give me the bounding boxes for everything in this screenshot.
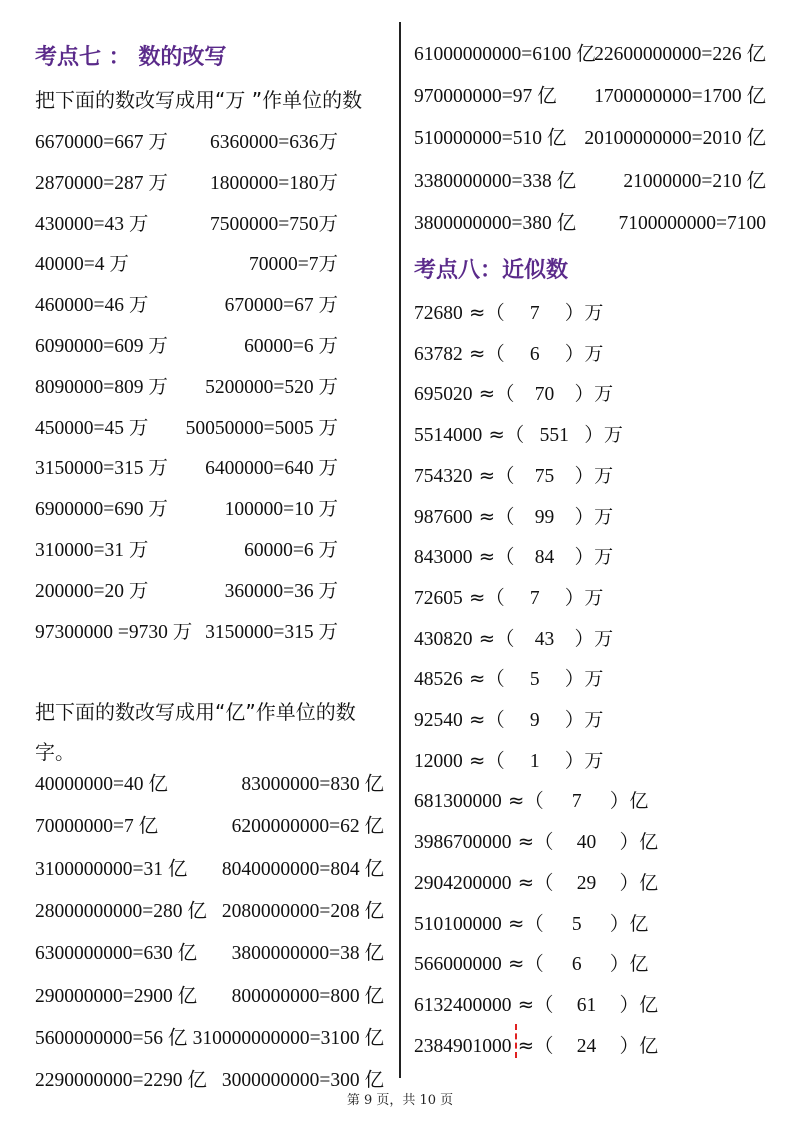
- equation-right: 310000000000=3100 亿: [192, 1027, 384, 1049]
- equation-row: [0, 618, 398, 648]
- equation-right: 7500000=750万: [210, 213, 338, 235]
- approx-row: [414, 664, 794, 694]
- approx-symbol: ≈（: [462, 341, 505, 365]
- approx-symbol: ≈（: [472, 382, 515, 406]
- equation-right: 3150000=315 万: [205, 621, 338, 643]
- approx-answer: 6: [571, 954, 582, 976]
- approx-unit: 亿: [639, 993, 659, 1016]
- approx-unit: 万: [594, 383, 614, 406]
- equation-right: 6360000=636万: [210, 132, 338, 153]
- equation-row: [0, 812, 398, 842]
- approx-unit: 万: [584, 586, 604, 609]
- equation-row: [0, 332, 398, 362]
- equation-left: 5600000000=56 亿: [35, 1027, 188, 1049]
- approx-symbol: ≈（: [482, 423, 525, 447]
- approx-number: 92540: [414, 710, 463, 731]
- equation-row: [0, 855, 398, 885]
- equation-right: 1700000000=1700 亿: [594, 86, 766, 108]
- approx-symbol: ≈（: [511, 1033, 554, 1057]
- equation-row: [405, 82, 800, 112]
- approx-unit: 万: [584, 668, 604, 691]
- equation-row: [0, 291, 398, 321]
- page-footer: 第 9 页，共 10 页: [346, 1093, 454, 1108]
- equation-left: 70000000=7 亿: [35, 816, 159, 838]
- approx-number: 2384901000: [414, 1035, 512, 1057]
- approx-number: 2904200000: [414, 872, 512, 894]
- approx-row: [414, 339, 794, 369]
- close-paren: ）: [609, 952, 630, 976]
- approx-row: [414, 909, 794, 939]
- equation-right: 100000=10 万: [224, 499, 338, 521]
- approx-symbol: ≈（: [472, 463, 515, 487]
- approx-symbol: ≈（: [501, 911, 544, 935]
- equation-left: 28000000000=280 亿: [35, 900, 207, 922]
- equation-row: [405, 124, 800, 154]
- approx-answer: 6: [529, 343, 540, 365]
- equation-left: 2870000=287 万: [35, 172, 168, 194]
- equation-left: 430000=43 万: [35, 213, 149, 235]
- approx-symbol: ≈（: [472, 504, 515, 528]
- approx-row: [414, 1031, 794, 1061]
- equation-right: 7100000000=7100: [618, 212, 766, 234]
- approx-symbol: ≈（: [462, 585, 505, 609]
- approx-unit: 万: [584, 709, 604, 731]
- approx-row: [414, 379, 794, 409]
- section-title-approx: 考点八：近似数: [414, 258, 569, 283]
- approx-row: [414, 502, 794, 532]
- equation-row: [405, 209, 800, 239]
- approx-symbol: ≈（: [511, 870, 554, 894]
- equation-row: [0, 939, 398, 969]
- equation-row: [0, 210, 398, 240]
- approx-symbol: ≈（: [511, 992, 554, 1016]
- equation-left: 3100000000=31 亿: [35, 858, 188, 880]
- approx-symbol: ≈（: [501, 789, 544, 813]
- approx-answer: 9: [529, 710, 540, 731]
- approx-number: 5514000: [414, 425, 483, 447]
- approx-number: 3986700000: [414, 832, 512, 854]
- equation-left: 970000000=97 亿: [414, 86, 557, 108]
- equation-right: 50050000=5005 万: [185, 417, 338, 439]
- approx-row: [414, 827, 794, 857]
- approx-symbol: ≈（: [472, 626, 515, 650]
- approx-row: [414, 786, 794, 816]
- approx-number: 843000: [414, 547, 473, 569]
- instruction-yi-line1: 把下面的数改写成用“亿”作单位的数: [35, 700, 356, 724]
- approx-number: 430820: [414, 628, 473, 650]
- equation-left: 6090000=609 万: [35, 336, 168, 357]
- approx-row: [414, 949, 794, 979]
- approx-row: [414, 461, 794, 491]
- equation-right: 60000=6 万: [244, 336, 338, 357]
- approx-symbol: ≈（: [462, 301, 505, 324]
- equation-right: 6200000000=62 亿: [231, 816, 384, 838]
- equation-row: [0, 982, 398, 1012]
- equation-right: 60000=6 万: [244, 540, 338, 561]
- equation-right: 21000000=210 亿: [623, 170, 766, 192]
- approx-unit: 万: [584, 302, 604, 324]
- close-paren: ）: [619, 870, 640, 894]
- approx-answer: 61: [576, 994, 597, 1016]
- equation-row: [0, 1024, 398, 1054]
- approx-row: [414, 542, 794, 572]
- approx-answer: 5: [529, 669, 540, 691]
- equation-left: 510000000=510 亿: [414, 128, 567, 150]
- approx-number: 566000000: [414, 954, 502, 976]
- equation-left: 3150000=315 万: [35, 458, 168, 480]
- close-paren: ）: [564, 585, 585, 609]
- approx-row: [414, 990, 794, 1020]
- approx-row: [414, 746, 794, 776]
- equation-left: 6670000=667 万: [35, 132, 168, 153]
- approx-unit: 亿: [629, 953, 649, 976]
- close-paren: ）: [619, 830, 640, 854]
- approx-symbol: ≈（: [511, 830, 554, 854]
- equation-row: [0, 414, 398, 444]
- equation-left: 2290000000=2290 亿: [35, 1070, 207, 1092]
- equation-row: [0, 128, 398, 158]
- close-paren: ）: [564, 748, 585, 772]
- approx-symbol: ≈（: [462, 708, 505, 731]
- equation-left: 3800000000=380 亿: [414, 212, 577, 234]
- approx-number: 987600: [414, 506, 473, 528]
- equation-row: [0, 250, 398, 280]
- equation-row: [0, 770, 398, 800]
- equation-left: 97300000 =9730 万: [35, 621, 193, 643]
- equation-row: [0, 454, 398, 484]
- approx-symbol: ≈（: [462, 667, 505, 691]
- approx-answer: 99: [534, 506, 555, 528]
- close-paren: ）: [574, 463, 595, 487]
- column-divider: [399, 22, 401, 1078]
- approx-row: [414, 298, 794, 328]
- approx-answer: 70: [534, 384, 555, 406]
- equation-right: 670000=67 万: [224, 295, 338, 317]
- approx-symbol: ≈（: [462, 748, 505, 772]
- approx-answer: 7: [529, 303, 540, 324]
- approx-unit: 亿: [639, 1034, 659, 1057]
- equation-right: 83000000=830 亿: [241, 774, 384, 795]
- approx-unit: 万: [584, 749, 604, 772]
- equation-row: [0, 373, 398, 403]
- approx-row: [414, 868, 794, 898]
- approx-number: 6132400000: [414, 994, 512, 1016]
- equation-left: 290000000=2900 亿: [35, 985, 198, 1007]
- approx-unit: 亿: [629, 912, 649, 935]
- approx-answer: 7: [571, 791, 582, 813]
- equation-right: 3000000000=300 亿: [221, 1070, 384, 1092]
- approx-answer: 5: [571, 913, 582, 935]
- close-paren: ）: [574, 545, 595, 569]
- approx-unit: 万: [594, 546, 614, 569]
- approx-answer: 75: [534, 465, 555, 487]
- close-paren: ）: [574, 504, 595, 528]
- approx-answer: 1: [529, 750, 540, 772]
- equation-left: 40000000=40 亿: [35, 774, 168, 795]
- equation-row: [0, 897, 398, 927]
- equation-left: 6900000=690 万: [35, 499, 168, 521]
- approx-answer: 29: [576, 872, 597, 894]
- equation-right: 22600000000=226 亿: [594, 44, 766, 65]
- close-paren: ）: [574, 382, 595, 406]
- approx-answer: 43: [534, 628, 555, 650]
- approx-unit: 亿: [629, 790, 649, 813]
- approx-number: 754320: [414, 465, 473, 487]
- equation-left: 450000=45 万: [35, 417, 149, 439]
- equation-left: 3380000000=338 亿: [414, 170, 577, 192]
- equation-right: 2080000000=208 亿: [221, 900, 384, 922]
- equation-left: 460000=46 万: [35, 295, 149, 317]
- close-paren: ）: [564, 341, 585, 365]
- approx-unit: 万: [584, 342, 604, 365]
- close-paren: ）: [619, 992, 640, 1016]
- close-paren: ）: [564, 708, 585, 731]
- close-paren: ）: [574, 626, 595, 650]
- approx-row: [414, 705, 794, 735]
- equation-right: 70000=7万: [249, 254, 338, 276]
- equation-left: 200000=20 万: [35, 580, 149, 602]
- section-title-rewrite: 考点七 ： 数的改写: [35, 45, 227, 70]
- approx-row: [414, 624, 794, 654]
- approx-number: 72680: [414, 303, 463, 324]
- equation-row: [0, 577, 398, 607]
- approx-symbol: ≈（: [472, 545, 515, 569]
- close-paren: ）: [619, 1033, 640, 1057]
- instruction-wan: 把下面的数改写成用“万 ”作单位的数: [35, 88, 363, 112]
- approx-answer: 40: [576, 832, 597, 854]
- equation-row: [0, 495, 398, 525]
- approx-number: 510100000: [414, 913, 502, 935]
- approx-number: 681300000: [414, 791, 502, 813]
- approx-symbol: ≈（: [501, 952, 544, 976]
- approx-number: 12000: [414, 750, 463, 772]
- approx-answer: 7: [529, 587, 540, 609]
- approx-number: 72605: [414, 587, 463, 609]
- approx-answer: 551: [539, 425, 569, 447]
- equation-right: 20100000000=2010 亿: [584, 128, 766, 150]
- equation-row: [405, 40, 800, 70]
- equation-left: 8090000=809 万: [35, 376, 168, 398]
- approx-number: 48526: [414, 669, 463, 691]
- approx-unit: 万: [594, 505, 614, 528]
- approx-answer: 24: [576, 1035, 597, 1057]
- equation-left: 6300000000=630 亿: [35, 943, 198, 965]
- equation-right: 1800000=180万: [210, 172, 338, 194]
- equation-right: 360000=36 万: [224, 580, 338, 602]
- equation-right: 3800000000=38 亿: [231, 943, 384, 965]
- equation-left: 310000=31 万: [35, 540, 149, 561]
- approx-number: 695020: [414, 384, 473, 406]
- instruction-yi-line2: 字。: [35, 740, 75, 764]
- close-paren: ）: [564, 301, 585, 324]
- approx-unit: 万: [594, 464, 614, 487]
- close-paren: ）: [564, 667, 585, 691]
- approx-unit: 亿: [639, 871, 659, 894]
- red-dashed-mark: [515, 1024, 517, 1058]
- approx-row: [414, 583, 794, 613]
- equation-row: [0, 536, 398, 566]
- approx-row: [414, 420, 794, 450]
- close-paren: ）: [609, 789, 630, 813]
- approx-unit: 万: [603, 424, 623, 447]
- approx-number: 63782: [414, 343, 463, 365]
- equation-left: 61000000000=6100 亿: [414, 44, 596, 65]
- approx-unit: 亿: [639, 831, 659, 854]
- equation-right: 5200000=520 万: [205, 376, 338, 398]
- equation-row: [0, 169, 398, 199]
- approx-unit: 万: [594, 627, 614, 650]
- close-paren: ）: [584, 423, 604, 447]
- equation-right: 800000000=800 亿: [231, 985, 384, 1007]
- close-paren: ）: [609, 911, 630, 935]
- equation-row: [405, 167, 800, 197]
- approx-answer: 84: [534, 547, 555, 569]
- equation-right: 6400000=640 万: [205, 458, 338, 480]
- equation-left: 40000=4 万: [35, 254, 129, 276]
- equation-right: 8040000000=804 亿: [221, 858, 384, 880]
